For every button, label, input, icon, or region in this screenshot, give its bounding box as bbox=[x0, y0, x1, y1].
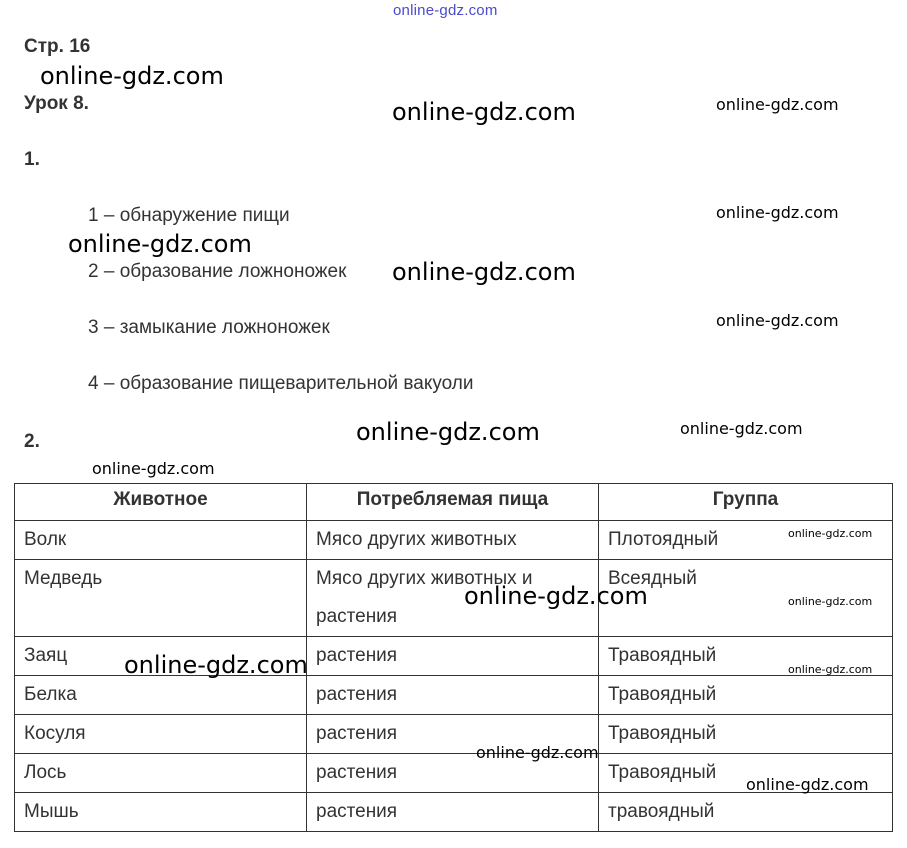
task-1-number: 1. bbox=[24, 149, 40, 170]
task-2-number: 2. bbox=[24, 431, 40, 452]
watermark: online-gdz.com bbox=[92, 459, 215, 478]
table-row bbox=[15, 560, 893, 637]
table-header-row bbox=[15, 484, 893, 521]
group-cell: Травоядный bbox=[599, 754, 893, 793]
lesson-title: Урок 8. bbox=[24, 93, 89, 114]
food-cell: растения bbox=[307, 676, 599, 715]
animal-cell: Медведь bbox=[15, 560, 307, 637]
group-cell: Плотоядный bbox=[599, 521, 893, 560]
task-1-step: 4 – образование пищеварительной вакуоли bbox=[88, 373, 474, 394]
watermark: online-gdz.com bbox=[716, 311, 839, 330]
food-cell: растения bbox=[307, 637, 599, 676]
food-cell: растения bbox=[307, 715, 599, 754]
watermark: online-gdz.com bbox=[746, 775, 869, 794]
watermark: online-gdz.com bbox=[392, 98, 576, 126]
watermark: online-gdz.com bbox=[356, 418, 540, 446]
watermark: online-gdz.com bbox=[392, 258, 576, 286]
watermark: online-gdz.com bbox=[788, 663, 873, 676]
watermark: online-gdz.com bbox=[464, 582, 648, 610]
animal-cell: Белка bbox=[15, 676, 307, 715]
food-line: Мясо других животных и bbox=[316, 568, 533, 589]
watermark: online-gdz.com bbox=[788, 527, 873, 540]
food-cell: Мясо других животных bbox=[307, 521, 599, 560]
group-cell: Всеядный bbox=[599, 560, 893, 637]
food-line: растения bbox=[316, 606, 398, 627]
group-cell: Травоядный bbox=[599, 715, 893, 754]
task-1-step: 2 – образование ложноножек bbox=[88, 261, 347, 282]
table-row bbox=[15, 793, 893, 832]
watermark: online-gdz.com bbox=[68, 230, 252, 258]
table-row bbox=[15, 676, 893, 715]
watermark: online-gdz.com bbox=[716, 203, 839, 222]
animal-cell: Косуля bbox=[15, 715, 307, 754]
watermark: online-gdz.com bbox=[716, 95, 839, 114]
watermark: online-gdz.com bbox=[680, 419, 803, 438]
food-cell: растения bbox=[307, 793, 599, 832]
group-cell: Травоядный bbox=[599, 637, 893, 676]
group-cell: Травоядный bbox=[599, 676, 893, 715]
group-cell: травоядный bbox=[599, 793, 893, 832]
animal-cell: Лось bbox=[15, 754, 307, 793]
animal-cell: Волк bbox=[15, 521, 307, 560]
animal-cell: Заяц bbox=[15, 637, 307, 676]
watermark: online-gdz.com bbox=[788, 595, 873, 608]
column-header-group: Группа bbox=[599, 484, 893, 521]
food-cell: растения bbox=[307, 754, 599, 793]
watermark: online-gdz.com bbox=[40, 62, 224, 90]
table-row bbox=[15, 521, 893, 560]
watermark-top: online-gdz.com bbox=[393, 2, 498, 19]
page-label: Стр. 16 bbox=[24, 36, 91, 57]
column-header-food: Потребляемая пища bbox=[307, 484, 599, 521]
watermark: online-gdz.com bbox=[124, 651, 308, 679]
watermark: online-gdz.com bbox=[476, 743, 599, 762]
task-1-step: 1 – обнаружение пищи bbox=[88, 205, 290, 226]
animal-cell: Мышь bbox=[15, 793, 307, 832]
table-row bbox=[15, 715, 893, 754]
task-1-step: 3 – замыкание ложноножек bbox=[88, 317, 330, 338]
column-header-animal: Животное bbox=[15, 484, 307, 521]
